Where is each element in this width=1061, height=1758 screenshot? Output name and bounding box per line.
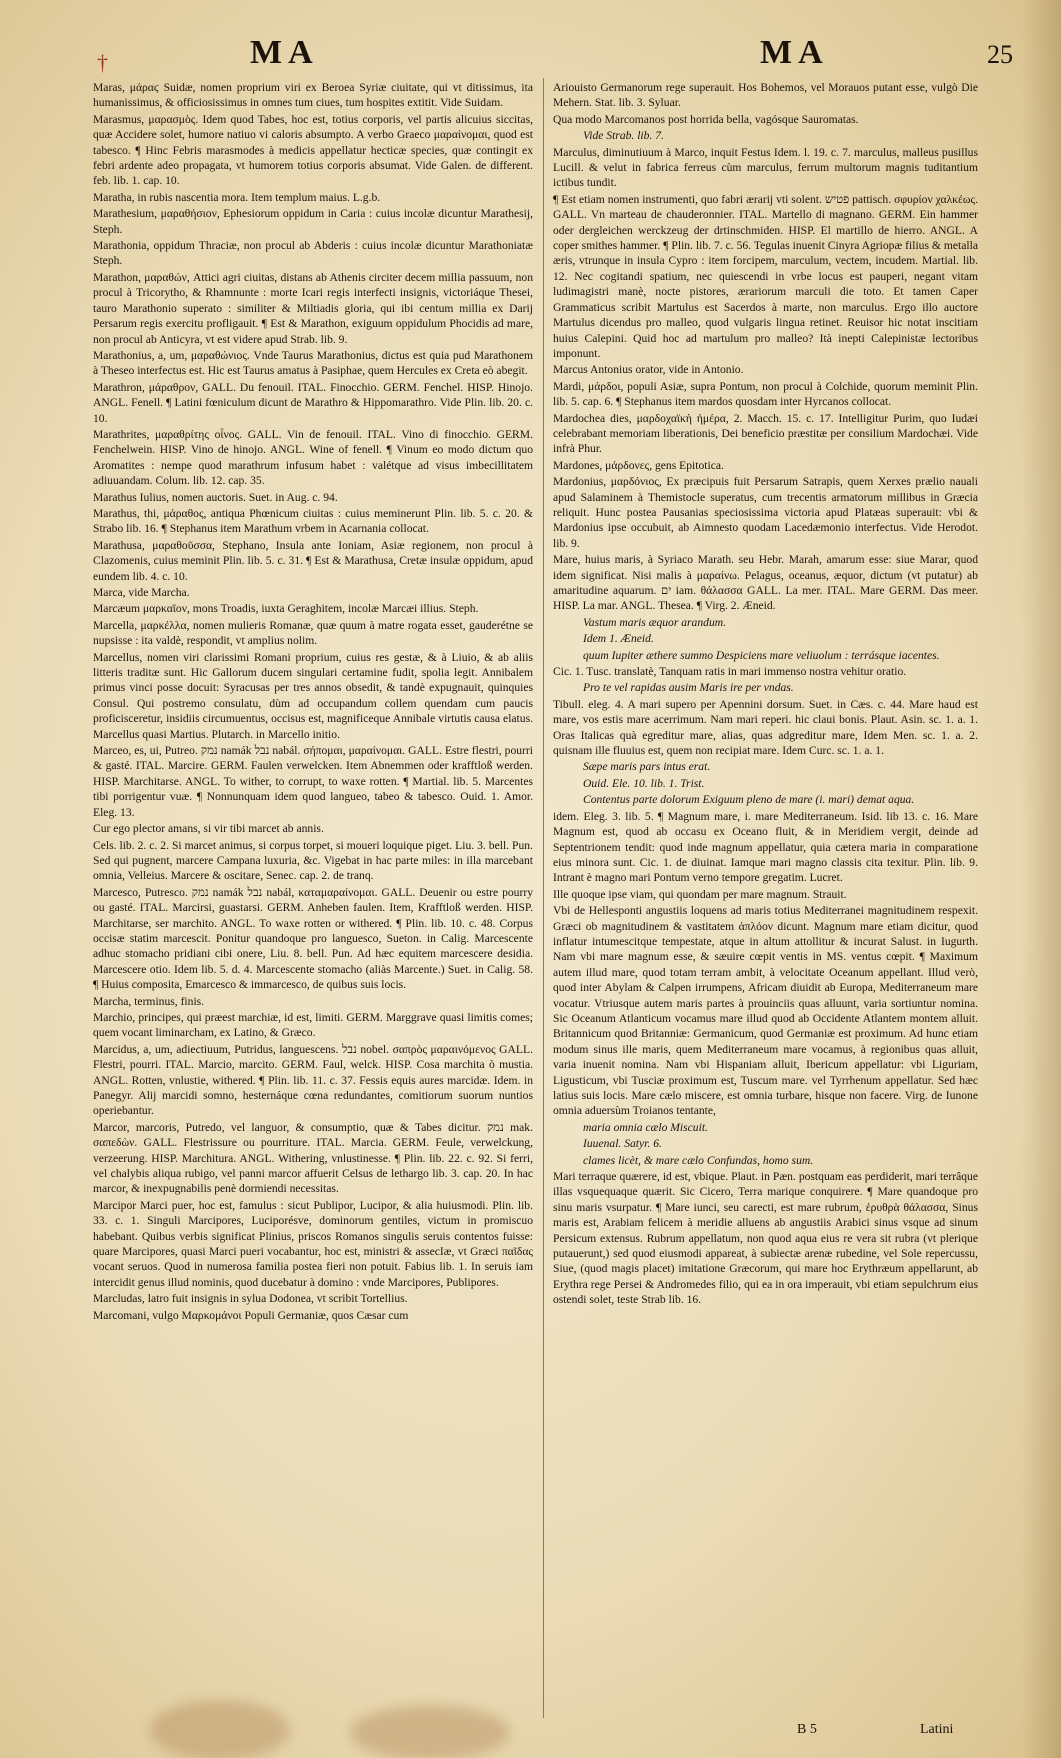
- dictionary-entry: Iuuenal. Satyr. 6.: [583, 1137, 662, 1151]
- dictionary-entry: Marasmus, μαρασμὸς. Idem quod Tabes, hoc est, totius corporis, vel partis alicuius siccitas, quæ Accidere solet, humore natiuo vi caloris absumpto. A verbo Graeco μαραίνομαι, quod est tabesco. ¶ Hinc Febris marasmodes à medicis appellatur hecticæ species, quæ contingit ex febri ardente adeo propagata, vt humorem totius corporis absumat. Vide Galen. de different. feb. lib. 1. cap. 10.: [93, 112, 533, 188]
- left-column: [93, 80, 533, 1715]
- dictionary-entry: Vastum maris æquor arandum.: [583, 615, 727, 629]
- page-edge-shadow: [1021, 0, 1061, 1758]
- dictionary-entry: Mardones, μάρδονες, gens Epitotica.: [553, 458, 724, 472]
- dictionary-entry: Marathus Iulius, nomen auctoris. Suet. in Aug. c. 94.: [93, 490, 338, 504]
- dictionary-entry: Mardochea dies, μαρδοχαϊκὴ ἡμέρα, 2. Macch. 15. c. 17. Intelligitur Purim, quo Iudæi celebrabant memoriam liberationis, Dei beneficio præstitæ per consilium Mardochæi. Vide infrà Phur.: [553, 411, 978, 456]
- dictionary-entry: maria omnia cælo Miscuit.: [583, 1120, 708, 1134]
- dictionary-entry: ¶ Est etiam nomen instrumenti, quo fabri ærarij vti solent. פטיש pattisch. σφυρίον χαλκέως. GALL. Vn marteau de chauderonnier. ITAL. Martello di magnano. GERM. Ein hammer oder dergleichen werckzeug der drtinschmiden. HISP. El martillo de hierro. ANGL. A coper smithes hammer. ¶ Plin. lib. 7. c. 56. Tegulas inuenit Cinyra Agriopæ filius & metalla æris, vtrunque in insula Cypro : item forcipem, marculum, vectem, incudem. Martial. lib. 12. Nec cogitandi spatium, nec quiescendi in vrbe locus est pauperi, negant vitam ludimagistri manè, nocte pistores, ærariorum marculi die toto. Et tamen Caper Grammaticus scribit Martulus est Sacerdos à marte, non marculus. Ergo illo auctore Martulus dicendus pro malleo, quod vulgaris lingua retinet. Reuisor hic notat inscitiam huius Calepini. Quid hoc ad martulum pro malleo? Ità inepti Calepinistæ lectoribus imponunt.: [553, 192, 978, 360]
- running-head-left: MA: [250, 34, 319, 71]
- dictionary-entry: Mari terraque quærere, id est, vbique. Plaut. in Pæn. postquam eas perdiderit, mari terrâque illas vsquequaque quærit. Sic Cicero, Terra marique conquirere. ¶ Mare quandoque pro sinu maris vsurpatur. ¶ Mare iunci, seu carecti, est mare rubrum, ἐρυθρὰ θάλασσα, Sinus maris est, Arabiam felicem à meridie alluens ab angustiis Arabici sinus vsque ad sinum Persicum extensus. Rubrum appellatum, non quod aqua eius re vera sit rubra (vt plerique putauerunt,) sed quod eiusmodi appareat, à subiectæ arenæ rubedine, vel Sole repercussu, Siue, (quod magis placet) imitatione Græcorum, qui mare hoc Erythræum appellarunt, ab Erythra rege Persei & Andromedes filio, qui ea in ora imperauit, vbi etiam sepulchrum eius ostendi solet, teste Strab lib. 16.: [553, 1170, 978, 1307]
- margin-mark: †: [97, 50, 108, 75]
- dictionary-entry: Marcesco, Putresco. נמק namák נבל nabál, καταμαραίνομαι. GALL. Deuenir ou estre pourry ou gasté. ITAL. Marcirsi, guastarsi. GERM. Anheben faulen. Item, Krafftloß werden. HISP. Marchitarse, ser marchito. ANGL. To waxe rotten or withered. ¶ Plin. lib. 10. c. 48. Corpus occisæ statim marcescit. Ponitur quandoque pro languesco, Sueton. in Calig. Marcescente adhuc stomacho pridiani cibi onere, Liu. 8. bell. Pun. Ad hæc equitem marcescere desidia. Marcescere otio. Idem lib. 5. d. 4. Marcescente stomacho (aliàs Marcente.) Suet. in Calig. 58. ¶ Huius composita, Emarcesco & immarcesco, de quibus suis locis.: [93, 885, 533, 992]
- dictionary-entry: Marcus Antonius orator, vide in Antonio.: [553, 363, 744, 377]
- page-number: 25: [987, 40, 1013, 69]
- dictionary-entry: Marcipor Marci puer, hoc est, famulus : sicut Publipor, Lucipor, & alia huiusmodi. Plin. lib. 33. c. 1. Singuli Marcipores, Luciporésve, dominorum gentiles, victum in promiscuo habebant. Quibus verbis significat Plinius, priscos Romanos singulis seruis contentos fuisse: quare Marcipores, quasi Marci pueri vocabantur, hoc est, ministri & assecIæ, vt Græci παῖδας vocant seruos. Quod in numerosa familia postea fieri non potuit. Fabius lib. 1. In seruis iam intercidit genus illud nominis, quod ducebatur à domino : vnde Marcipores, Publipores.: [93, 1198, 533, 1289]
- running-head-right: MA: [760, 34, 829, 71]
- dictionary-entry: Mardonius, μαρδόνιος, Ex præcipuis fuit Persarum Satrapis, quem Xerxes prælio nauali apud Salaminem à Themistocle superatus, cum trecentis armatorum millibus in Græcia reliquit. Hunc postea Pausanias speciosissima victoria apud Platæas superauit: vbi & Mardonius ipse occubuit, ab Aimnesto quodam Lacedæmonio interfectus. Vide Herodot. lib. 9.: [553, 475, 978, 550]
- dictionary-entry: Marcella, μαρκέλλα, nomen mulieris Romanæ, quæ quum à matre rogata esset, gauderétne se nupsisse : ita valdè, respondit, vt amplius nolim.: [93, 618, 533, 648]
- dictionary-entry: Marathonia, oppidum Thraciæ, non procul ab Abderis : cuius incolæ dicuntur Marathoniatæ Steph.: [93, 239, 533, 268]
- dictionary-entry: Cur ego plector amans, si vir tibi marcet ab annis.: [93, 822, 324, 836]
- dictionary-entry: Marathusa, μαραθοῦσσα, Stephano, Insula ante Ioniam, Asiæ regionem, non procul à Clazomenis, cuius meminit Plin. lib. 5. c. 31. ¶ Est & Marathusa, Cretæ insulæ oppidum, apud eundem lib. 4. c. 10.: [93, 538, 533, 583]
- dictionary-entry: Qua modo Marcomanos post horrida bella, vagósque Sauromatas.: [553, 112, 859, 126]
- dictionary-entry: Marcha, terminus, finis.: [93, 994, 205, 1008]
- dictionary-entry: Marceo, es, ui, Putreo. נמק namák נבל nabál. σήπομαι, μαραίνομαι. GALL. Estre flestri, pourri & gasté. ITAL. Marcire. GERM. Faulen verwelcken. Item Abnemmen oder krafftloß werden. HISP. Marchitarse. ANGL. To wither, to corrupt, to waxe rotten. ¶ Martial. lib. 5. Marcentes tibi porrigentur vuæ. ¶ Nonnunquam idem quod langueo, tabeo & tabesco. Ouid. 1. Amor. Eleg. 13.: [93, 744, 533, 819]
- dictionary-entry: Marcellus, nomen viri clarissimi Romani proprium, cuius res gestæ, & à Liuio, & ab aliis litteris traditæ sunt. Hic Gallorum ducem singulari certamine fudit, spolia legit. Annibalem primus vinci posse docuit: Syracusas per tres annos obsedit, & tandè expugnauit, quinquies Consul. Qui postremo consulatu, dùm ad occupandum collem quendam cum paucis proficisceretur, insidiis circumuentus, occisus est, magnificeque Annibale virtutis causa elatus. Marcellus quasi Martius. Plutarch. in Marcello initio.: [93, 650, 533, 741]
- dictionary-entry: Vbi de Hellesponti angustiis loquens ad maris totius Mediterranei magnitudinem respexit. Græci ob magnitudinem & vastitatem ἀπλόον dicunt. Magnum mare etiam dicitur, quod inflatur intumescitque tempestate, atque in altum attollitur & incurat Salust. in Iugurth. Nam vbi mare magnum esse, & sæuire cœpit ventis in MS. ventus cœpit. ¶ Maximum autem illud mare, quod totam terram ambit, à velocitate Oceanum appellant. Illud verò, quod inter Abylam & Calpen irrumpens, Africam diuidit ab Europa, Mediterraneum mare vocatur. Vtriusque autem maris partes à prouinciis quas alluunt, varia sortiuntur nomina. Sic Oceanum Atlanticum vocamus mare illud quod ab Occidente Atlantem montem alluit. Britannicum quod Britanniæ: Germanicum, quod Germaniæ est proximum. Ad hunc etiam modum sinus ille maris, quem Mediterraneum mare vocamus, à regionibus quas alluit, varia inuenit nomina. Nam vbi Hispaniam alluit, Ibericum appellatur: vbi Liguriam, Ligusticum, vbi Tusciæ proximum est, Tuscum mare. vel Tyrrhenum appellatur. Sed hæc latius suis locis. Mare cælo miscere, est omnia turbare, hisque non facere. Virg. de Iunone omnia aduersùm Troianos tentante,: [553, 904, 978, 1118]
- dictionary-entry: Marcomani, vulgo Μαρκομάνοι Populi Germaniæ, quos Cæsar cum: [93, 1308, 409, 1322]
- dictionary-entry: Marathus, thi, μάραθος, antiqua Phœnicum ciuitas : cuius meminerunt Plin. lib. 5. c. 20. & Strabo lib. 16. ¶ Stephanus item Marathum vrbem in Acarnania collocat.: [93, 506, 533, 536]
- dictionary-entry: Marchio, principes, qui præest marchiæ, id est, limiti. GERM. Marggrave quasi limitis comes; quem vocant liminarcham, ex Latino, & Græco.: [93, 1010, 533, 1040]
- dictionary-entry: quum Iupiter æthere summo Despiciens mare veliuolum : terrásque iacentes.: [583, 648, 940, 662]
- dictionary-entry: Cic. 1. Tusc. translatè, Tanquam ratis in mari immenso nostra vehitur oratio.: [553, 665, 907, 679]
- dictionary-entry: Idem 1. Æneid.: [583, 632, 654, 646]
- dictionary-entry: Marcludas, latro fuit insignis in sylua Dodonea, vt scribit Tortellius.: [93, 1292, 408, 1306]
- dictionary-entry: Mare, huius maris, à Syriaco Marath. seu Hebr. Marah, amarum esse: siue Marar, quod idem significat. Nisi malis à μαραίνω. Pelagus, oceanus, æquor, dictum (vt putatur) ab amaritudine aquarum. ים iam. θάλασσα GALL. La mer. ITAL. Mare GERM. Das meer. HISP. La mar. ANGL. Thesea. ¶ Virg. 2. Æneid.: [553, 553, 978, 613]
- dictionary-entry: Vide Strab. lib. 7.: [583, 129, 664, 143]
- dictionary-entry: Maratha, in rubis nascentia mora. Item templum maius. L.g.b.: [93, 190, 381, 204]
- dictionary-entry: idem. Eleg. 3. lib. 5. ¶ Magnum mare, i. mare Mediterraneum. Isid. lib 13. c. 16. Mare Magnum est, quod ab occasu ex Oceano fluit, & in Meridiem vergit, deinde ad Septentrionem tendit: quod inde magnum appellatur, quia cætera maria in comparatione eius minora sunt. Cic. 1. de diuinat. Iamque mari magno classis cita texitur. Plin. lib. 9. Intrant è magno mari Pontum verno tempore gregatim. Lucret.: [553, 809, 978, 885]
- dictionary-entry: Maras, μάραϛ Suidæ, nomen proprium viri ex Beroea Syriæ ciuitate, qui vt ditissimus, ita humanissimus, & officiosissimus in omnes tum ciues, tum hospites extitit. Vide Suidam.: [93, 81, 533, 110]
- dictionary-entry: Tibull. eleg. 4. A mari supero per Apennini dorsum. Suet. in Cæs. c. 44. Mare haud est mare, vos estis mare acerrimum. Nam mari reperi. hic claui bonis. Plaut. Asin. sc. 1. a. 1. Oras Italicas quà egreditur mare, alias, quas adgreditur mare, Idem Men. sc. 1. a. 2. quisnam ille fluuius est, quem non recipiat mare. Idem Curc. sc. 1. a. 1.: [553, 697, 978, 758]
- dictionary-entry: Ariouisto Germanorum rege superauit. Hos Bohemos, vel Morauos putant esse, vulgò Die Mehern. Stat. lib. 3. Syluar.: [553, 81, 978, 110]
- dictionary-entry: Marculus, diminutiuum à Marco, inquit Festus Idem. l. 19. c. 7. marculus, malleus pusillus Lucill. & velut in fabrica ferreus cùm marculus, ferrum multorum magnis tuditantium ictibus tundit.: [553, 145, 978, 190]
- dictionary-entry: clames licèt, & mare cælo Confundas, homo sum.: [583, 1153, 814, 1167]
- dictionary-entry: Marathesium, μαραθήσιον, Ephesiorum oppidum in Caria : cuius incolæ dicuntur Marathesij, Steph.: [93, 207, 533, 236]
- dictionary-entry: Marathrites, μαραθρίτης οἶνος. GALL. Vin de fenouil. ITAL. Vino di finocchio. GERM. Fenchelwein. HISP. Vino de hinojo. ANGL. Wine of fenell. ¶ Vinum eo modo dictum quo Aromatites : nempe quod marathrum infusum habet : valétque ad visus imbecillitatem adiuuandam. Colum. lib. 12. cap. 35.: [93, 427, 533, 488]
- dictionary-entry: Marca, vide Marcha.: [93, 586, 190, 599]
- right-column: [553, 80, 978, 1715]
- dictionary-entry: Pro te vel rapidas ausim Maris ire per vndas.: [583, 681, 794, 695]
- dictionary-entry: Contentus parte dolorum Exiguum pleno de mare (i. mari) demat aqua.: [583, 793, 915, 807]
- dictionary-entry: Ille quoque ipse viam, qui quondam per mare magnum. Strauit.: [553, 887, 847, 901]
- dictionary-entry: Cels. lib. 2. c. 2. Si marcet animus, si corpus torpet, si moueri loquique piget. Liu. 3. bell. Pun. Sed qui pugnent, marcere Campana luxuria, &c. Vigebat in hac parte miles: in illa marcebant omnia, Velleius. Marcere & oscitare, Senec. cap. 2. de tranq.: [93, 838, 533, 883]
- catchword: Latini: [920, 1722, 954, 1737]
- dictionary-entry: Ouid. Ele. 10. lib. 1. Trist.: [583, 776, 705, 790]
- dictionary-entry: Marathonius, a, um, μαραθώνιος. Vnde Taurus Marathonius, dictus est quia pud Marathonem à Theseo interfectus est. Hic est Taurus amatus à Pasiphae, quem Hercules ex Creta eò abegit.: [93, 348, 533, 378]
- dictionary-entry: Marcor, marcoris, Putredo, vel languor, & consumptio, quæ & Tabes dicitur. נמק mak. σαπεδὼν. GALL. Flestrissure ou pourriture. ITAL. Marcia. GERM. Feule, verwelckung, verzeerung. HISP. Marchitura. ANGL. Withering, vnlustinesse. ¶ Plin. lib. 22. c. 92. Si ferri, vel chalybis aliqua rubigo, vel panni marcor affuerit Celsus de lethargo lib. 3. cap. 20. In hac marcor, & inexpugnabilis penè dormiendi necessitas.: [93, 1120, 533, 1196]
- dictionary-entry: Mardi, μάρδοι, populi Asiæ, supra Pontum, non procul à Colchide, quorum meminit Plin. lib. 5. cap. 6. ¶ Stephanus item mardos quosdam inter Hyrcanos collocat.: [553, 379, 978, 409]
- dictionary-entry: Sæpe maris pars intus erat.: [583, 760, 711, 774]
- signature-mark: B 5: [797, 1722, 817, 1737]
- dictionary-entry: Marathon, μαραθών, Attici agri ciuitas, distans ab Athenis circiter decem millia passuum, non procul à Tricorytho, & Rhamnunte : morte Icari regis interfecti insignis, victoriáque Thesei, tauro Marathonio superato : similiter & Miltiadis gloria, qui ibi centum millia ex Darij Persarum regis exercitu profligauit. ¶ Est & Marathon, exiguum oppidulum Phocidis ad mare, non procul ab Anticyra, vt est videre apud Strab. lib. 9.: [93, 270, 533, 346]
- column-divider: [543, 78, 544, 1718]
- dictionary-entry: Marcæum μαρκαῖον, mons Troadis, iuxta Geraghitem, incolæ Marcæi illius. Steph.: [93, 602, 479, 616]
- dictionary-entry: Marcidus, a, um, adiectiuum, Putridus, languescens. נבל nobel. σαπρὸς μαραινόμενος GALL. Flestri, pourri. ITAL. Marcio, marcito. GERM. Faul, welck. HISP. Cosa marchita ò mustia. ANGL. Rotten, vnlustie, withered. ¶ Plin. lib. 11. c. 37. Fessis equis aures marcidæ. Idem. in Panegyr. Alij marcidi somno, hesternáque cœna redundantes, comitiorum suorum nuntios operiebantur.: [93, 1042, 533, 1118]
- dictionary-entry: Marathron, μάραθρον, GALL. Du fenouil. ITAL. Finocchio. GERM. Fenchel. HISP. Hinojo. ANGL. Fenell. ¶ Latini fœniculum dicunt de Marathro & Hippomarathro. Vide Plin. lib. 20. c. 10.: [93, 380, 533, 425]
